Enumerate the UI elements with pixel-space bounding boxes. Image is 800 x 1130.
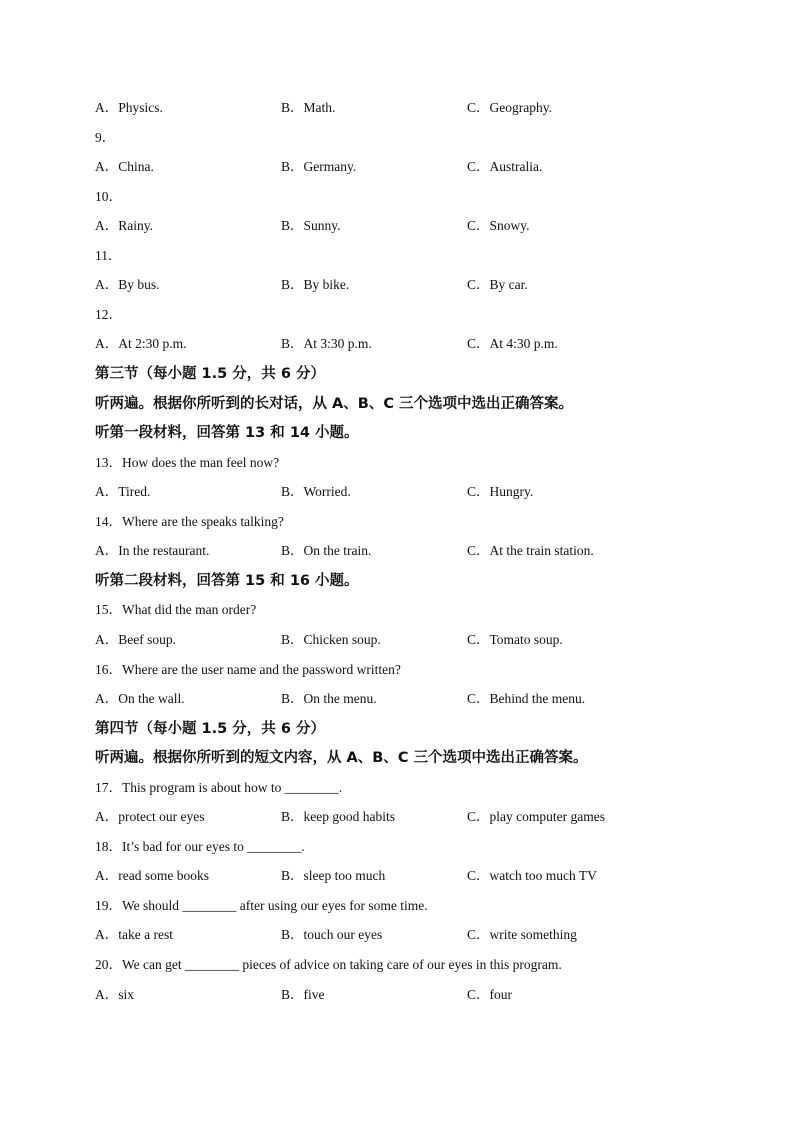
option-c: C．Tomato soup.	[467, 631, 563, 647]
answer-options-row	[95, 155, 715, 177]
option-c: C．Australia.	[467, 159, 543, 175]
option-b: B．keep good habits	[281, 809, 395, 825]
option-b: B．touch our eyes	[281, 927, 383, 943]
question-text: 12．	[95, 306, 122, 322]
option-b: B．sleep too much	[281, 868, 386, 884]
answer-options-row	[95, 96, 715, 118]
option-c: C．play computer games	[467, 809, 605, 825]
option-a: A．At 2:30 p.m.	[95, 336, 187, 352]
answer-options-row	[95, 687, 715, 709]
section-heading: 第三节（每小题 1.5 分，共 6 分）	[95, 365, 325, 382]
option-a: A．six	[95, 986, 135, 1002]
question-text: 10．	[95, 188, 122, 204]
option-a: A．China.	[95, 159, 154, 175]
section-heading: 听第二段材料，回答第 15 和 16 小题。	[95, 572, 359, 589]
option-a: A．protect our eyes	[95, 809, 205, 825]
option-c: C．Hungry.	[467, 484, 534, 500]
section-heading: 听第一段材料，回答第 13 和 14 小题。	[95, 425, 359, 442]
answer-options-row	[95, 539, 715, 561]
option-b: B．Worried.	[281, 484, 351, 500]
answer-options-row	[95, 983, 715, 1005]
option-a: A．Physics.	[95, 100, 163, 115]
option-b: B．five	[281, 986, 325, 1002]
option-b: B．Sunny.	[281, 218, 341, 234]
section-heading: 第四节（每小题 1.5 分，共 6 分）	[95, 720, 325, 737]
option-c: C．At 4:30 p.m.	[467, 336, 558, 352]
question-text: 14．Where are the speaks talking?	[95, 513, 284, 529]
option-b: B．By bike.	[281, 277, 350, 293]
option-a: A．read some books	[95, 868, 209, 884]
option-b: B．Germany.	[281, 159, 357, 175]
question-text: 19．We should ________ after using our eyes for some time.	[95, 897, 428, 913]
option-b: B．On the menu.	[281, 691, 377, 706]
question-text: 18．It’s bad for our eyes to ________.	[95, 838, 305, 854]
option-a: A．By bus.	[95, 277, 160, 293]
answer-options-row	[95, 273, 715, 295]
option-b: B．At 3:30 p.m.	[281, 336, 372, 352]
section-heading: 听两遍。根据你所听到的长对话，从 A、B、C 三个选项中选出正确答案。	[95, 395, 574, 412]
option-a: A．On the wall.	[95, 691, 185, 706]
question-text: 15．What did the man order?	[95, 602, 257, 618]
option-c: C．watch too much TV	[467, 868, 597, 884]
answer-options-row	[95, 923, 715, 945]
option-a: A．Tired.	[95, 484, 151, 500]
option-c: C．four	[467, 986, 512, 1002]
option-b: B．Chicken soup.	[281, 631, 381, 647]
option-a: A．take a rest	[95, 927, 173, 943]
option-c: C．write something	[467, 927, 577, 943]
answer-options-row	[95, 628, 715, 650]
option-c: C．By car.	[467, 277, 528, 293]
option-b: B．Math.	[281, 100, 336, 115]
option-c: C．Geography.	[467, 100, 552, 115]
option-c: C．Behind the menu.	[467, 691, 586, 706]
question-text: 20．We can get ________ pieces of advice on taking care of our eyes in this program.	[95, 957, 562, 972]
option-b: B．On the train.	[281, 543, 372, 559]
answer-options-row	[95, 864, 715, 886]
question-text: 11．	[95, 247, 122, 263]
section-heading: 听两遍。根据你所听到的短文内容，从 A、B、C 三个选项中选出正确答案。	[95, 750, 588, 767]
option-a: A．Beef soup.	[95, 631, 176, 647]
question-text: 16．Where are the user name and the password written?	[95, 661, 401, 677]
question-text: 13．How does the man feel now?	[95, 454, 280, 470]
question-text: 9．	[95, 129, 116, 145]
option-c: C．Snowy.	[467, 218, 530, 234]
question-text: 17．This program is about how to ________.	[95, 779, 343, 795]
answer-options-row	[95, 332, 715, 354]
option-a: A．In the restaurant.	[95, 543, 210, 559]
answer-options-row	[95, 214, 715, 236]
option-c: C．At the train station.	[467, 543, 594, 559]
answer-options-row	[95, 805, 715, 827]
option-a: A．Rainy.	[95, 218, 153, 234]
answer-options-row	[95, 480, 715, 502]
